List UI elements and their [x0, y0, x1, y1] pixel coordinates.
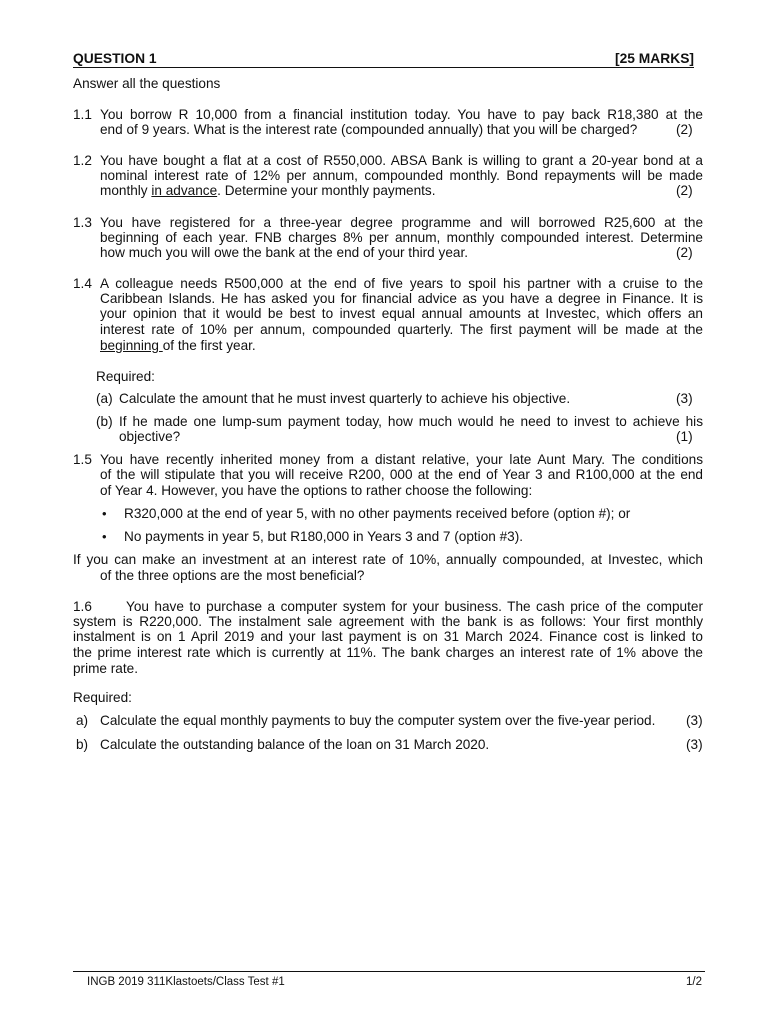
- q1-2-line1: You have bought a flat at a cost of R550,000. ABSA Bank is willing to grant a 20-year bond at a: [100, 153, 703, 168]
- q1-3-line3: how much you will owe the bank at the end of your third year.: [100, 245, 468, 260]
- intro-text: Answer all the questions: [73, 76, 221, 91]
- q1-2-line3-start: monthly: [100, 183, 152, 198]
- q1-1-marks: (2): [676, 122, 693, 137]
- q1-2-line3: [100, 183, 435, 199]
- q1-6-line1: You have to purchase a computer system for your business. The cash price of the computer: [126, 599, 703, 614]
- bullet-icon: •: [102, 529, 107, 544]
- q1-6-number: 1.6: [73, 599, 92, 614]
- q1-2-marks: (2): [676, 183, 693, 198]
- q1-6-line3: instalment is on 1 April 2019 and your last payment is on 31 March 2024. Finance cost is linked to: [73, 629, 703, 644]
- q1-1-line1: You borrow R 10,000 from a financial institution today. You have to pay back R18,380 at the: [100, 107, 703, 122]
- q1-4-line3: your opinion that it would be best to invest equal annual amounts at Investec, which offers an: [100, 306, 703, 321]
- q1-2-number: 1.2: [73, 153, 92, 168]
- q1-5-closing1: If you can make an investment at an interest rate of 10%, annually compounded, at Investec, which: [73, 552, 703, 567]
- q1-4-a-text: Calculate the amount that he must invest quarterly to achieve his objective.: [119, 391, 571, 406]
- q1-1-number: 1.1: [73, 107, 92, 122]
- footer-divider: [73, 971, 705, 972]
- question-marks: [25 MARKS]: [615, 51, 694, 66]
- footer-course: INGB 2019 311Klastoets/Class Test #1: [87, 976, 285, 988]
- q1-4-b-line1: If he made one lump-sum payment today, how much would he need to invest to achieve his: [119, 414, 703, 429]
- q1-3-line1: You have registered for a three-year degree programme and will borrowed R25,600 at the: [100, 215, 703, 230]
- bullet-icon: •: [102, 506, 107, 521]
- q1-3-number: 1.3: [73, 215, 92, 230]
- q1-4-number: 1.4: [73, 276, 92, 291]
- q1-6-line2: system is R220,000. The instalment sale agreement with the bank is as follows: Your first monthly: [73, 614, 703, 629]
- q1-6-b-label: b): [76, 737, 89, 752]
- q1-2-line3-underlined: in advance: [151, 183, 218, 198]
- q1-4-a-marks: (3): [676, 391, 693, 406]
- q1-5-bullet2: No payments in year 5, but R180,000 in Years 3 and 7 (option #3).: [124, 529, 524, 544]
- q1-3-line2: beginning of each year. FNB charges 8% per annum, monthly compounded interest. Determine: [100, 230, 703, 245]
- q1-5-line3: of Year 4. However, you have the options to rather choose the following:: [100, 483, 533, 498]
- q1-6-a-text: Calculate the equal monthly payments to buy the computer system over the five-year period.: [100, 713, 656, 728]
- q1-5-number: 1.5: [73, 452, 92, 467]
- q1-4-line5-underlined: beginning: [100, 338, 163, 353]
- q1-4-line4: interest rate of 10% per annum, compounded quarterly. The first payment will be made at the: [100, 322, 703, 337]
- q1-4-line1: A colleague needs R500,000 at the end of five years to spoil his partner with a cruise to the: [100, 276, 703, 291]
- question-title: QUESTION 1: [73, 51, 157, 66]
- q1-6-b-text: Calculate the outstanding balance of the loan on 31 March 2020.: [100, 737, 490, 752]
- q1-6-b-marks: (3): [686, 737, 703, 752]
- q1-5-closing2: of the three options are the most beneficial?: [100, 568, 365, 583]
- q1-5-line2: of the will stipulate that you will receive R200, 000 at the end of Year 3 and R100,000 at the end: [100, 467, 703, 482]
- q1-6-line4: the prime interest rate which is currently at 11%. The bank charges an interest rate of 1% above the: [73, 645, 703, 660]
- q1-5-bullet1: R320,000 at the end of year 5, with no other payments received before (option #); or: [124, 506, 631, 521]
- q1-4-b-label: (b): [96, 414, 113, 429]
- question-header: [73, 50, 694, 68]
- q1-6-line5: prime rate.: [73, 661, 138, 676]
- q1-4-line2: Caribbean Islands. He has asked you for financial advice as you have a degree in Finance. It is: [100, 291, 703, 306]
- q1-6-required: Required:: [73, 690, 132, 705]
- q1-4-b-line2: objective?: [119, 429, 181, 444]
- q1-4-a-label: (a): [96, 391, 113, 406]
- q1-2-line2: nominal interest rate of 12% per annum, compounded monthly. Bond repayments will be made: [100, 168, 703, 183]
- q1-4-line5-end: of the first year.: [162, 338, 256, 353]
- q1-2-line3-end: . Determine your monthly payments.: [217, 183, 436, 198]
- q1-6-a-label: a): [76, 713, 89, 728]
- footer-page-number: 1/2: [686, 976, 702, 988]
- q1-6-a-marks: (3): [686, 713, 703, 728]
- q1-4-required: Required:: [96, 369, 155, 384]
- q1-1-line2: end of 9 years. What is the interest rate (compounded annually) that you will be charged?: [100, 122, 638, 137]
- q1-5-line1: You have recently inherited money from a distant relative, your late Aunt Mary. The conditions: [100, 452, 703, 467]
- q1-4-b-marks: (1): [676, 429, 693, 444]
- q1-3-marks: (2): [676, 245, 693, 260]
- q1-4-line5: [100, 338, 256, 354]
